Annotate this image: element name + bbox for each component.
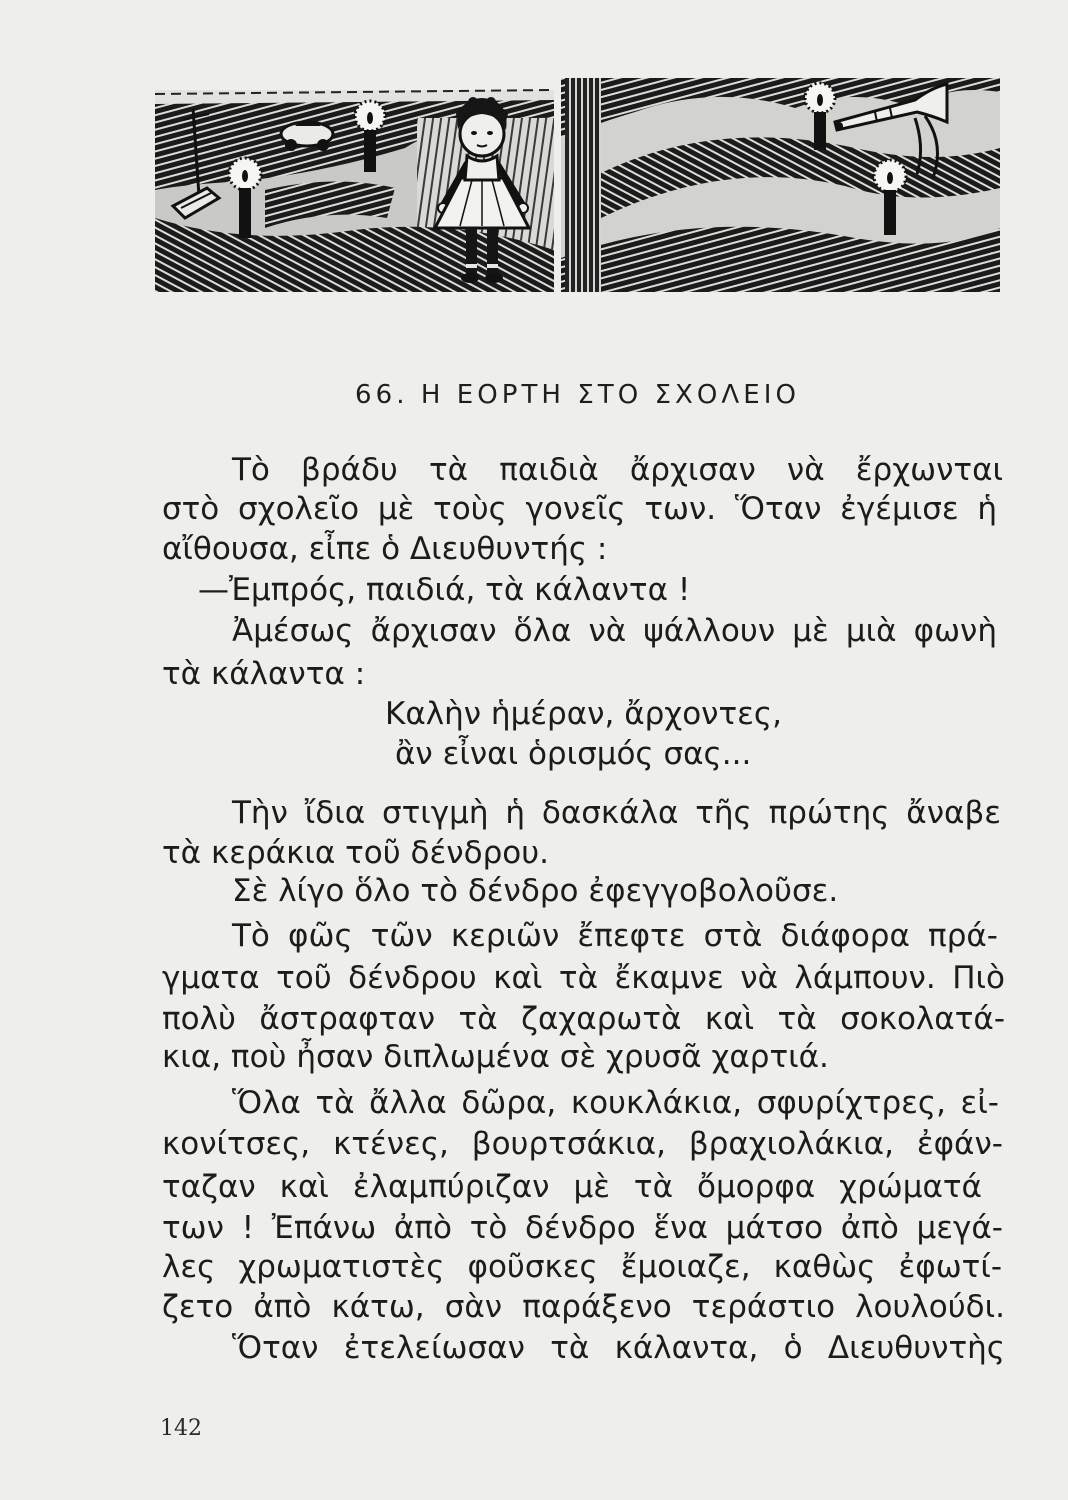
- text-line: τὰ κάλαντα :: [162, 656, 366, 692]
- text-line: —Ἐμπρός, παιδιά, τὰ κάλαντα !: [198, 572, 691, 608]
- text-line: στὸ σχολεῖο μὲ τοὺς γονεῖς των. Ὅταν ἐγέμισε ἡ: [162, 491, 997, 527]
- verse-line: ἂν εἶναι ὁρισμός σας...: [395, 736, 752, 772]
- page-number: 142: [160, 1416, 202, 1441]
- text-line: κονίτσες, κτένες, βουρτσάκια, βραχιολάκια, ἐφάν-: [162, 1126, 1003, 1162]
- verse-line: Καλὴν ἡμέραν, ἄρχοντες,: [385, 696, 782, 732]
- text-line: Ὅλα τὰ ἄλλα δῶρα, κουκλάκια, σφυρίχτρες, εἰ-: [232, 1085, 999, 1121]
- text-line: λες χρωματιστὲς φοῦσκες ἔμοιαζε, καθὼς ἐφωτί-: [162, 1249, 1002, 1285]
- lesson-title: 66. Η ΕΟΡΤΗ ΣΤΟ ΣΧΟΛΕΙΟ: [355, 380, 800, 410]
- text-line: αἴθουσα, εἶπε ὁ Διευθυντής :: [162, 531, 608, 567]
- text-line: τὰ κεράκια τοῦ δένδρου.: [162, 835, 550, 871]
- text-line: πολὺ ἄστραφταν τὰ ζαχαρωτὰ καὶ τὰ σοκολατά-: [162, 1001, 1005, 1037]
- text-line: Τὸ βράδυ τὰ παιδιὰ ἄρχισαν νὰ ἔρχωνται: [232, 452, 1003, 488]
- text-line: ζετο ἀπὸ κάτω, σὰν παράξενο τεράστιο λουλούδι.: [162, 1289, 1005, 1325]
- text-line: Σὲ λίγο ὅλο τὸ δένδρο ἐφεγγοβολοῦσε.: [232, 873, 839, 909]
- toy-car-icon: [281, 120, 333, 151]
- header-illustration: [155, 78, 1000, 292]
- text-line: ταζαν καὶ ἐλαμπύριζαν μὲ τὰ ὄμορφα χρώματά: [162, 1169, 982, 1205]
- text-line: Ἀμέσως ἄρχισαν ὅλα νὰ ψάλλουν μὲ μιὰ φωνὴ: [232, 613, 997, 649]
- left-panel: [155, 90, 554, 292]
- text-line: των ! Ἐπάνω ἀπὸ τὸ δένδρο ἕνα μάτσο ἀπὸ μεγά-: [162, 1210, 1003, 1246]
- text-line: Τὸ φῶς τῶν κεριῶν ἔπεφτε στὰ διάφορα πρά-: [232, 918, 998, 954]
- right-panel: [561, 78, 1000, 292]
- text-line: γματα τοῦ δένδρου καὶ τὰ ἔκαμνε νὰ λάμπουν. Πιὸ: [162, 960, 1005, 996]
- text-line: κια, ποὺ ἦσαν διπλωμένα σὲ χρυσᾶ χαρτιά.: [162, 1039, 829, 1075]
- text-line: Ὅταν ἐτελείωσαν τὰ κάλαντα, ὁ Διευθυντὴς: [232, 1330, 1005, 1366]
- text-line: Τὴν ἴδια στιγμὴ ἡ δασκάλα τῆς πρώτης ἄναβε: [232, 795, 1001, 831]
